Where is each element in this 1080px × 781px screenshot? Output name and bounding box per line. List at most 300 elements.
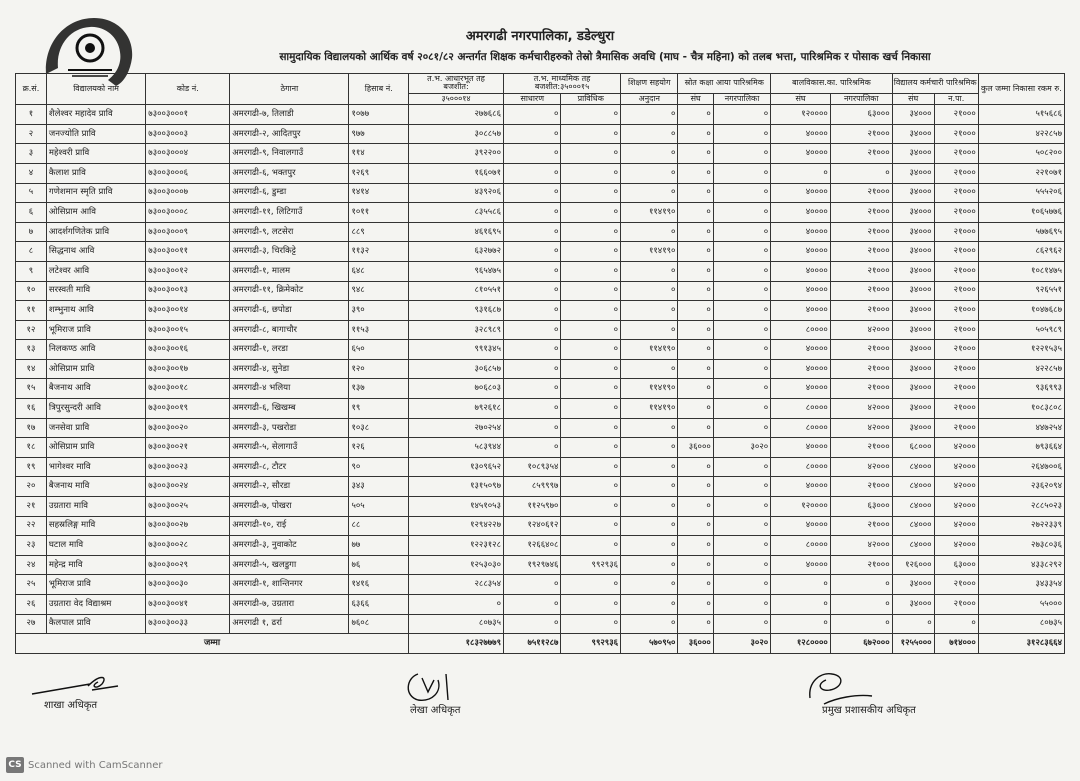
cell-school-name: बैजनाथ मावि: [46, 477, 145, 497]
col-secondary-group: [504, 74, 621, 94]
cell-child-municipal: २१०००: [830, 516, 892, 536]
chief-admin-label: प्रमुख प्रशासकीय अधिकृत: [822, 705, 916, 716]
cell-basic-salary: ९९१३४५: [409, 340, 504, 360]
table-row: [16, 183, 1065, 203]
cell-sec-technical: ०: [561, 144, 621, 164]
cell-account-no: ८८: [349, 516, 409, 536]
total-teaching-grant: ५७०९५०: [621, 634, 678, 654]
cell-resource-municipal: ०: [713, 320, 770, 340]
cell-child-municipal: २१०००: [830, 555, 892, 575]
section-officer-label: शाखा अधिकृत: [44, 700, 98, 711]
cell-sec-general: ०: [504, 124, 561, 144]
camscanner-logo-icon: CS: [6, 757, 24, 773]
cell-sec-technical: ०: [561, 222, 621, 242]
cell-code: ७३००३००११: [146, 242, 230, 262]
cell-teaching-grant: ०: [621, 497, 678, 517]
cell-staff-federal: ३४०००: [892, 320, 934, 340]
cell-sec-general: १२६६४०८: [504, 536, 561, 556]
cell-child-federal: ४००००: [771, 183, 831, 203]
cell-school-name: उग्रतारा मावि: [46, 497, 145, 517]
cell-sec-technical: ०: [561, 281, 621, 301]
table-row: [16, 477, 1065, 497]
cell-account-no: १९: [349, 399, 409, 419]
cell-row-total: ५५०००: [978, 595, 1064, 615]
cell-school-name: गणेशमान स्मृति प्रावि: [46, 183, 145, 203]
cell-code: ७३००३००३०: [146, 575, 230, 595]
cell-sn: ११: [16, 301, 47, 321]
cell-address: अमरगढी-१, मालम: [230, 261, 349, 281]
total-grand-total: ३१२८३६६४: [978, 634, 1064, 654]
cell-account-no: ९४८: [349, 281, 409, 301]
cell-school-name: घटाल मावि: [46, 536, 145, 556]
cell-resource-municipal: ०: [713, 516, 770, 536]
cell-sn: १७: [16, 418, 47, 438]
cell-code: ७३००३००१६: [146, 340, 230, 360]
cell-resource-municipal: ३०२०: [713, 438, 770, 458]
cell-sn: १: [16, 105, 47, 125]
cell-resource-municipal: ०: [713, 477, 770, 497]
cell-code: ७३००३००२८: [146, 536, 230, 556]
cell-code: ७३००३००२३: [146, 457, 230, 477]
cell-child-federal: ४००००: [771, 359, 831, 379]
cell-staff-federal: ३४०००: [892, 399, 934, 419]
cell-address: अमरगढी-८, बागाचौर: [230, 320, 349, 340]
cell-resource-municipal: ०: [713, 497, 770, 517]
cell-school-name: त्रिपुरसुन्दरी आवि: [46, 399, 145, 419]
cell-basic-salary: १२२३१२८: [409, 536, 504, 556]
table-row: [16, 536, 1065, 556]
cell-account-no: ११४: [349, 144, 409, 164]
cell-sec-general: ०: [504, 203, 561, 223]
cell-staff-federal: ३४०००: [892, 359, 934, 379]
cell-teaching-grant: ०: [621, 281, 678, 301]
table-row: [16, 497, 1065, 517]
cell-row-total: २२१०७१: [978, 163, 1064, 183]
cell-resource-municipal: ०: [713, 575, 770, 595]
cell-address: अमरगढी-६, छपोडा: [230, 301, 349, 321]
cell-basic-salary: ७९२६१८: [409, 399, 504, 419]
cell-row-total: १०८३८०८: [978, 399, 1064, 419]
col-child-municipal: नगरपालिका: [830, 93, 892, 104]
cell-child-municipal: ०: [830, 575, 892, 595]
cell-school-name: ओसिप्राम प्रावि: [46, 359, 145, 379]
cell-staff-federal: ३४०००: [892, 340, 934, 360]
cell-address: अमरगढी-११, लिटिगाउँ: [230, 203, 349, 223]
cell-sec-technical: ०: [561, 575, 621, 595]
cell-staff-local: ४२०००: [934, 516, 978, 536]
cell-sec-general: ०: [504, 163, 561, 183]
cell-basic-salary: १२९४२२७: [409, 516, 504, 536]
cell-sec-general: ८५९९९७: [504, 477, 561, 497]
cell-staff-federal: ३४०००: [892, 261, 934, 281]
cell-address: अमरगढी-७, उग्रतारा: [230, 595, 349, 615]
col-total: कुल जम्मा निकासा रकम रु.: [978, 74, 1064, 105]
cell-account-no: ८८९: [349, 222, 409, 242]
cell-sn: ९: [16, 261, 47, 281]
cell-resource-municipal: ०: [713, 124, 770, 144]
col-school: विद्यालयको नाम: [46, 74, 145, 105]
cell-sn: १८: [16, 438, 47, 458]
cell-sec-general: ०: [504, 320, 561, 340]
cell-child-municipal: ०: [830, 614, 892, 634]
table-row: [16, 163, 1065, 183]
cell-sec-technical: ०: [561, 595, 621, 615]
cell-sec-general: ११२५९७०: [504, 497, 561, 517]
cell-sec-technical: ०: [561, 340, 621, 360]
cell-row-total: ३४३३५४: [978, 575, 1064, 595]
cell-address: अमरगढी-६, खिखम्ब: [230, 399, 349, 419]
cell-resource-federal: ०: [678, 418, 713, 438]
cell-child-municipal: ४२०००: [830, 457, 892, 477]
cell-sn: १२: [16, 320, 47, 340]
cell-sn: २७: [16, 614, 47, 634]
cell-staff-local: २१०००: [934, 379, 978, 399]
cell-staff-federal: ३४०००: [892, 144, 934, 164]
cell-sn: ५: [16, 183, 47, 203]
cell-basic-salary: ८१०५५१: [409, 281, 504, 301]
cell-address: अमरगढी-४, सुनेडा: [230, 359, 349, 379]
cell-address: अमरगढी-७, तिलाडी: [230, 105, 349, 125]
cell-account-no: १०७७: [349, 105, 409, 125]
cell-sn: २०: [16, 477, 47, 497]
cell-row-total: १०६५७७६: [978, 203, 1064, 223]
cell-school-name: कैलपाल प्रावि: [46, 614, 145, 634]
cell-school-name: जनज्योति प्रावि: [46, 124, 145, 144]
cell-basic-salary: ०: [409, 595, 504, 615]
cell-sn: ६: [16, 203, 47, 223]
cell-child-municipal: ०: [830, 595, 892, 615]
cell-child-federal: ०: [771, 614, 831, 634]
col-resource-federal: संघ: [678, 93, 713, 104]
cell-staff-local: २१०००: [934, 105, 978, 125]
cell-row-total: ८०७३५: [978, 614, 1064, 634]
cell-code: ७३००३०००९: [146, 222, 230, 242]
col-teaching-grant: अनुदान: [621, 93, 678, 104]
cell-sec-general: ०: [504, 222, 561, 242]
cell-basic-salary: ७०६८०३: [409, 379, 504, 399]
cell-school-name: भागेश्वर मावि: [46, 457, 145, 477]
cell-teaching-grant: ०: [621, 516, 678, 536]
cell-child-municipal: २१०००: [830, 144, 892, 164]
cell-address: अमरगढी-११, क्रिमेकोट: [230, 281, 349, 301]
total-staff-local: ७१४०००: [934, 634, 978, 654]
cell-account-no: १२०: [349, 359, 409, 379]
cell-sec-general: ०: [504, 242, 561, 262]
cell-resource-municipal: ०: [713, 418, 770, 438]
cell-child-federal: ४००००: [771, 281, 831, 301]
total-child-federal: १२८००००: [771, 634, 831, 654]
accounts-officer-signature-icon: [402, 670, 462, 704]
cell-resource-federal: ०: [678, 379, 713, 399]
cell-staff-federal: ३४०००: [892, 418, 934, 438]
cell-child-municipal: २१०००: [830, 203, 892, 223]
table-row: [16, 301, 1065, 321]
cell-child-federal: ०: [771, 595, 831, 615]
cell-sec-technical: ०: [561, 457, 621, 477]
cell-school-name: जनसेवा प्रावि: [46, 418, 145, 438]
cell-resource-federal: ०: [678, 320, 713, 340]
cell-sec-technical: ०: [561, 379, 621, 399]
cell-sec-technical: ०: [561, 124, 621, 144]
cell-sn: २६: [16, 595, 47, 615]
cell-sec-technical: ०: [561, 418, 621, 438]
cell-basic-salary: २७०२५४: [409, 418, 504, 438]
cell-account-no: ९०: [349, 457, 409, 477]
cell-staff-local: २१०००: [934, 399, 978, 419]
cell-staff-local: २१०००: [934, 575, 978, 595]
table-row: [16, 595, 1065, 615]
cell-teaching-grant: ०: [621, 536, 678, 556]
cell-staff-local: २१०००: [934, 242, 978, 262]
cell-teaching-grant: ०: [621, 105, 678, 125]
cell-sec-general: ०: [504, 340, 561, 360]
cell-staff-local: २१०००: [934, 203, 978, 223]
cell-teaching-grant: ०: [621, 457, 678, 477]
cell-row-total: ४३३८२९२: [978, 555, 1064, 575]
cell-sec-technical: ०: [561, 183, 621, 203]
cell-sec-general: ०: [504, 281, 561, 301]
cell-address: अमरगढी-५, सेलागाउँ: [230, 438, 349, 458]
salary-disbursement-table: [15, 73, 1065, 654]
cell-staff-federal: ३४०००: [892, 281, 934, 301]
cell-address: अमरगढी-१, लरडा: [230, 340, 349, 360]
cell-code: ७३००३००२१: [146, 438, 230, 458]
cell-resource-municipal: ०: [713, 163, 770, 183]
total-resource-municipal: ३०२०: [713, 634, 770, 654]
cell-resource-federal: ०: [678, 614, 713, 634]
table-row: [16, 281, 1065, 301]
table-row: [16, 399, 1065, 419]
cell-resource-municipal: ०: [713, 242, 770, 262]
cell-staff-local: २१०००: [934, 359, 978, 379]
cell-child-municipal: २१०००: [830, 242, 892, 262]
cell-child-municipal: २१०००: [830, 222, 892, 242]
cell-school-name: उग्रतारा वेद विद्याश्रम: [46, 595, 145, 615]
table-row: [16, 457, 1065, 477]
cell-child-municipal: ६३०००: [830, 105, 892, 125]
cell-address: अमरगढी-९, निवालगाउँ: [230, 144, 349, 164]
cell-teaching-grant: ०: [621, 575, 678, 595]
cell-sn: २५: [16, 575, 47, 595]
cell-row-total: १२२१५३५: [978, 340, 1064, 360]
cell-staff-federal: ३४०००: [892, 105, 934, 125]
cell-row-total: ५७७६९५: [978, 222, 1064, 242]
col-child-federal: संघ: [771, 93, 831, 104]
cell-code: ७३००३०००७: [146, 183, 230, 203]
cell-teaching-grant: ०: [621, 320, 678, 340]
cell-child-municipal: २१०००: [830, 281, 892, 301]
cell-code: ७३००३००१२: [146, 261, 230, 281]
col-teaching-support: शिक्षण सहयोग: [621, 74, 678, 94]
table-row: [16, 222, 1065, 242]
total-child-municipal: ६७२०००: [830, 634, 892, 654]
cell-resource-municipal: ०: [713, 555, 770, 575]
cell-basic-salary: १३१५०९७: [409, 477, 504, 497]
table-row: [16, 124, 1065, 144]
cell-staff-federal: ८४०००: [892, 457, 934, 477]
total-row: [16, 634, 1065, 654]
cell-row-total: ४२२८५७: [978, 124, 1064, 144]
cell-sn: १५: [16, 379, 47, 399]
camscanner-watermark: [6, 757, 163, 773]
cell-sec-technical: ०: [561, 301, 621, 321]
table-row: [16, 614, 1065, 634]
col-secondary-title: त.भ. माध्यमिक तह: [533, 74, 591, 83]
cell-resource-federal: ०: [678, 183, 713, 203]
cell-sn: ३: [16, 144, 47, 164]
cell-sn: २: [16, 124, 47, 144]
cell-staff-federal: ३४०००: [892, 242, 934, 262]
cell-staff-federal: ३४०००: [892, 222, 934, 242]
cell-resource-municipal: ०: [713, 144, 770, 164]
table-body: [16, 105, 1065, 634]
cell-staff-federal: ३४०००: [892, 183, 934, 203]
cell-sec-technical: ०: [561, 320, 621, 340]
cell-address: अमरगढी-४ भलिया: [230, 379, 349, 399]
cell-account-no: १३७: [349, 379, 409, 399]
cell-address: अमरगढी-१, शान्तिनगर: [230, 575, 349, 595]
cell-child-municipal: २१०००: [830, 477, 892, 497]
col-sn: क्र.सं.: [16, 74, 47, 105]
cell-code: ७३००३००१३: [146, 281, 230, 301]
cell-row-total: ५१५६८६: [978, 105, 1064, 125]
cell-address: अमरगढी-६, भक्तपुर: [230, 163, 349, 183]
cell-child-federal: ४००००: [771, 144, 831, 164]
col-basic-code: ३५०००१४: [409, 93, 504, 104]
cell-teaching-grant: ०: [621, 183, 678, 203]
cell-staff-local: २१०००: [934, 124, 978, 144]
col-staff-group: विद्यालय कर्मचारी पारिश्रमिक: [892, 74, 978, 94]
cell-child-federal: ४००००: [771, 340, 831, 360]
accounts-officer-label: लेखा अधिकृत: [410, 705, 461, 716]
cell-basic-salary: ३०८८५७: [409, 124, 504, 144]
col-basic-budget: बजशीत:: [443, 82, 469, 92]
cell-resource-federal: ०: [678, 301, 713, 321]
cell-resource-federal: ३६०००: [678, 438, 713, 458]
cell-resource-federal: ०: [678, 399, 713, 419]
cell-resource-federal: ०: [678, 340, 713, 360]
camscanner-text: Scanned with CamScanner: [28, 759, 163, 771]
cell-resource-municipal: ०: [713, 261, 770, 281]
cell-sec-technical: ०: [561, 477, 621, 497]
cell-sec-technical: ०: [561, 203, 621, 223]
table-row: [16, 203, 1065, 223]
cell-staff-local: ४२०००: [934, 497, 978, 517]
cell-child-federal: ४००००: [771, 203, 831, 223]
cell-child-municipal: २१०००: [830, 438, 892, 458]
cell-teaching-grant: ०: [621, 438, 678, 458]
cell-sec-general: ०: [504, 301, 561, 321]
cell-resource-municipal: ०: [713, 183, 770, 203]
cell-code: ७३००३०००८: [146, 203, 230, 223]
cell-sec-technical: ०: [561, 242, 621, 262]
cell-sec-technical: ०: [561, 536, 621, 556]
cell-basic-salary: ५८३९४४: [409, 438, 504, 458]
cell-child-federal: ४००००: [771, 124, 831, 144]
cell-sn: २२: [16, 516, 47, 536]
cell-basic-salary: ८३५५८६: [409, 203, 504, 223]
cell-basic-salary: ३०६८५७: [409, 359, 504, 379]
cell-teaching-grant: ११४१९०: [621, 399, 678, 419]
cell-row-total: ५०८२००: [978, 144, 1064, 164]
cell-child-municipal: २१०००: [830, 301, 892, 321]
cell-staff-local: ४२०००: [934, 536, 978, 556]
col-resource-municipal: नगरपालिका: [713, 93, 770, 104]
cell-sec-general: १९२९७४६: [504, 555, 561, 575]
cell-sec-general: ०: [504, 261, 561, 281]
cell-child-federal: ८००००: [771, 399, 831, 419]
cell-sec-technical: ०: [561, 399, 621, 419]
cell-account-no: ३९०: [349, 301, 409, 321]
cell-basic-salary: २७७६८६: [409, 105, 504, 125]
cell-row-total: ७९३६६४: [978, 438, 1064, 458]
cell-child-federal: ४००००: [771, 555, 831, 575]
cell-sec-general: १२४०६१२: [504, 516, 561, 536]
cell-code: ७३००३००१८: [146, 379, 230, 399]
cell-resource-federal: ०: [678, 281, 713, 301]
cell-child-federal: ४००००: [771, 438, 831, 458]
cell-resource-federal: ०: [678, 261, 713, 281]
table-row: [16, 379, 1065, 399]
cell-resource-municipal: ०: [713, 379, 770, 399]
cell-sec-technical: ०: [561, 497, 621, 517]
cell-sec-technical: ०: [561, 261, 621, 281]
cell-code: ७३००३०००१: [146, 105, 230, 125]
cell-account-no: १२६: [349, 438, 409, 458]
cell-sec-technical: ०: [561, 105, 621, 125]
cell-sn: १६: [16, 399, 47, 419]
cell-address: अमरगढी-८, टौटर: [230, 457, 349, 477]
cell-resource-federal: ०: [678, 144, 713, 164]
cell-basic-salary: ६३२७७२: [409, 242, 504, 262]
cell-basic-salary: ३९२२००: [409, 144, 504, 164]
cell-account-no: १४१४: [349, 183, 409, 203]
cell-child-municipal: ४२०००: [830, 399, 892, 419]
cell-staff-federal: ३४०००: [892, 163, 934, 183]
cell-account-no: ९७७: [349, 124, 409, 144]
cell-code: ७३००३००३३: [146, 614, 230, 634]
cell-staff-federal: ३४०००: [892, 124, 934, 144]
cell-staff-federal: ३४०००: [892, 379, 934, 399]
cell-basic-salary: १३०९६५२: [409, 457, 504, 477]
cell-child-municipal: २१०००: [830, 124, 892, 144]
cell-sn: २४: [16, 555, 47, 575]
cell-basic-salary: १४५१०५३: [409, 497, 504, 517]
cell-child-federal: ४००००: [771, 379, 831, 399]
cell-teaching-grant: ०: [621, 595, 678, 615]
cell-code: ७३००३००२९: [146, 555, 230, 575]
cell-row-total: ४४७२५४: [978, 418, 1064, 438]
cell-school-name: सहस्रलिङ्ग मावि: [46, 516, 145, 536]
cell-row-total: २८८५०२३: [978, 497, 1064, 517]
cell-child-municipal: ४२०००: [830, 418, 892, 438]
cell-child-federal: ०: [771, 163, 831, 183]
cell-sn: ८: [16, 242, 47, 262]
cell-sn: ७: [16, 222, 47, 242]
cell-school-name: शैलेश्वर महादेव प्रावि: [46, 105, 145, 125]
cell-account-no: १०११: [349, 203, 409, 223]
cell-basic-salary: १२५३०३०: [409, 555, 504, 575]
cell-resource-municipal: ०: [713, 614, 770, 634]
cell-sn: १३: [16, 340, 47, 360]
col-child-dev-group: बालविकास.का. पारिश्रमिक: [771, 74, 892, 94]
table-row: [16, 144, 1065, 164]
table-row: [16, 359, 1065, 379]
cell-child-municipal: २१०००: [830, 340, 892, 360]
cell-row-total: ५५५२०६: [978, 183, 1064, 203]
col-secondary-budget: बजशीत:३५०००१५: [534, 82, 590, 92]
cell-school-name: बैजनाथ आवि: [46, 379, 145, 399]
